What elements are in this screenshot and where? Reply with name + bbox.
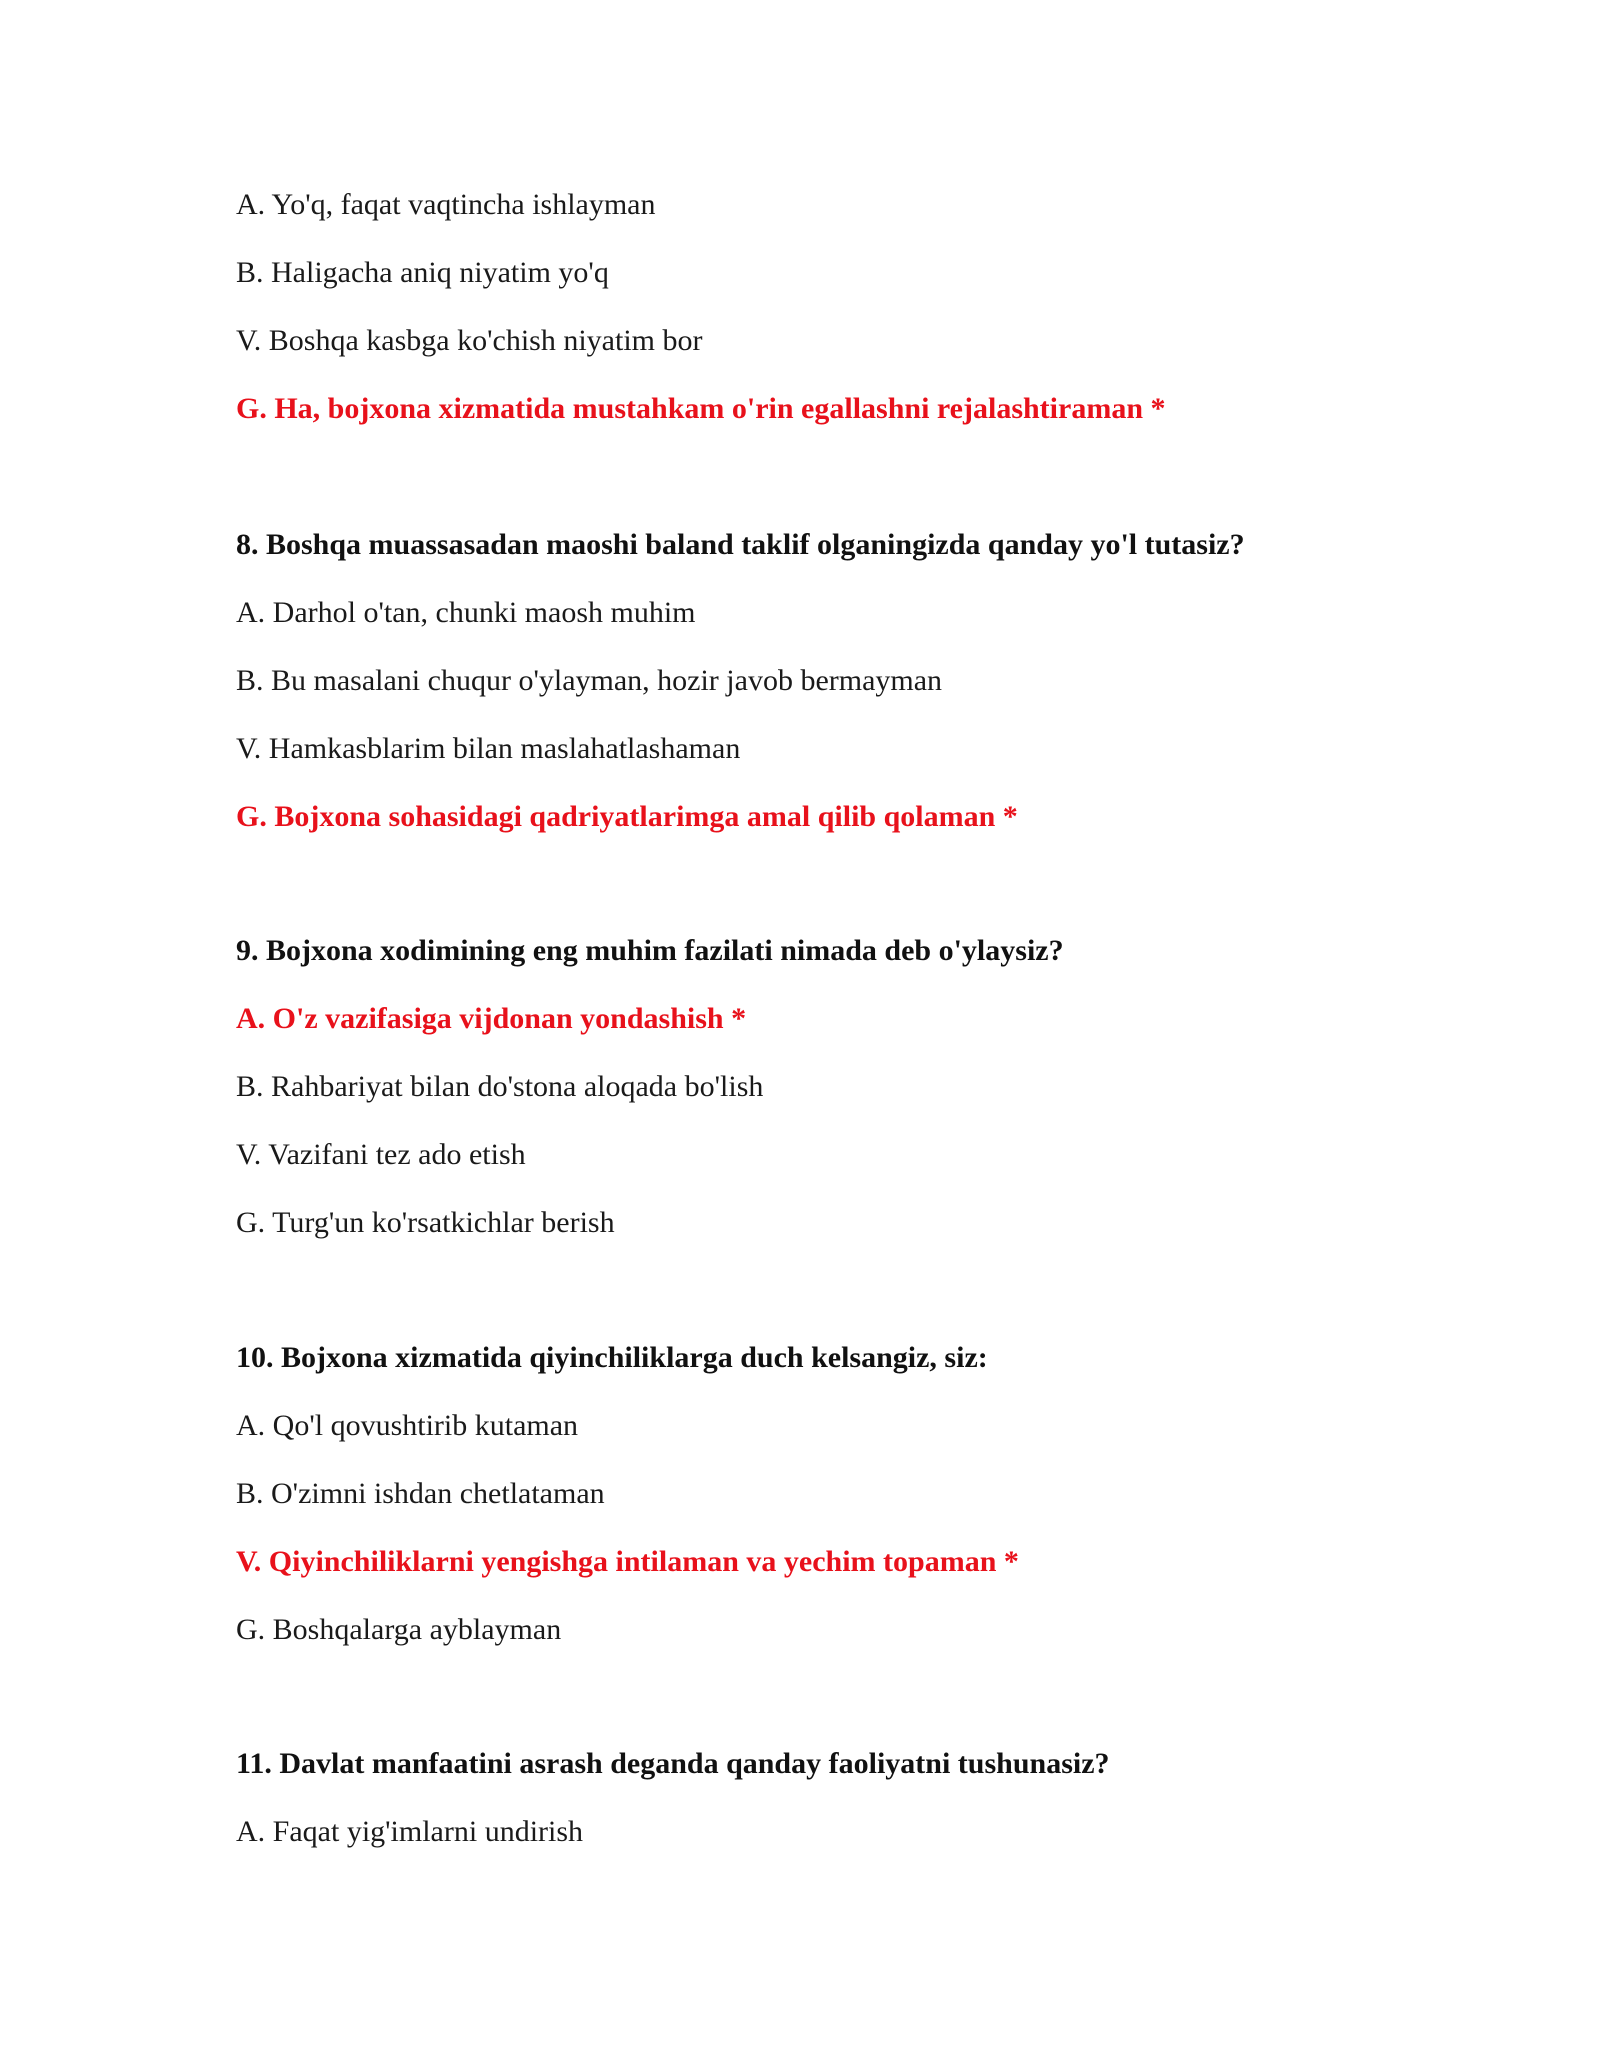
- q8-option-b: B. Bu masalani chuqur o'ylayman, hozir javob bermayman: [236, 664, 943, 697]
- q10-option-v-correct: V. Qiyinchiliklarni yengishga intilaman va yechim topaman *: [236, 1545, 1019, 1578]
- q9-option-b: B. Rahbariyat bilan do'stona aloqada bo'lish: [236, 1070, 764, 1103]
- q7-option-a: A. Yo'q, faqat vaqtincha ishlayman: [236, 188, 656, 221]
- q10-option-g: G. Boshqalarga ayblayman: [236, 1613, 562, 1646]
- q9-option-a-correct: A. O'z vazifasiga vijdonan yondashish *: [236, 1002, 747, 1035]
- q8-option-g-correct: G. Bojxona sohasidagi qadriyatlarimga amal qilib qolaman *: [236, 800, 1018, 833]
- q8-option-a: A. Darhol o'tan, chunki maosh muhim: [236, 596, 696, 629]
- q9-option-g: G. Turg'un ko'rsatkichlar berish: [236, 1206, 615, 1239]
- q10-option-a: A. Qo'l qovushtirib kutaman: [236, 1409, 579, 1442]
- q8-question: 8. Boshqa muassasadan maoshi baland taklif olganingizda qanday yo'l tutasiz?: [236, 528, 1245, 561]
- q7-option-b: B. Haligacha aniq niyatim yo'q: [236, 256, 609, 289]
- q11-question: 11. Davlat manfaatini asrash deganda qanday faoliyatni tushunasiz?: [236, 1747, 1110, 1780]
- q9-question: 9. Bojxona xodimining eng muhim fazilati nimada deb o'ylaysiz?: [236, 934, 1064, 967]
- q8-option-v: V. Hamkasblarim bilan maslahatlashaman: [236, 732, 741, 765]
- q10-question: 10. Bojxona xizmatida qiyinchiliklarga duch kelsangiz, siz:: [236, 1341, 988, 1374]
- q7-option-g-correct: G. Ha, bojxona xizmatida mustahkam o'rin egallashni rejalashtiraman *: [236, 392, 1166, 425]
- q9-option-v: V. Vazifani tez ado etish: [236, 1138, 526, 1171]
- q11-option-a: A. Faqat yig'imlarni undirish: [236, 1815, 584, 1848]
- q10-option-b: B. O'zimni ishdan chetlataman: [236, 1477, 605, 1510]
- q7-option-v: V. Boshqa kasbga ko'chish niyatim bor: [236, 324, 703, 357]
